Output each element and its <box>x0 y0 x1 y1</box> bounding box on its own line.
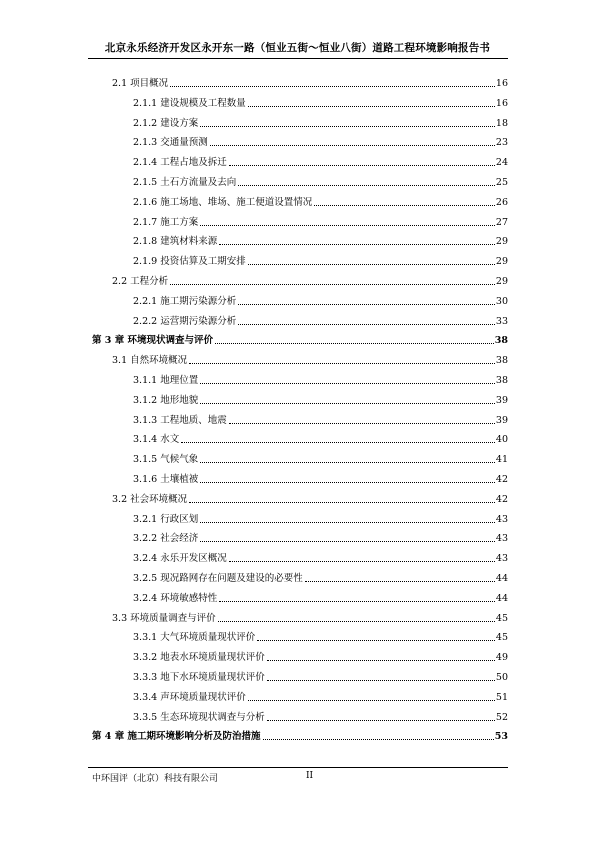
toc-entry-page: 42 <box>495 493 508 505</box>
toc-entry-label: 3.2 社会环境概况 <box>112 493 188 505</box>
toc-entry-page: 29 <box>495 276 508 287</box>
toc-entry-page: 16 <box>495 78 508 89</box>
toc-entry-label: 3.1.1 地理位置 <box>133 375 199 386</box>
toc-entry-page: 24 <box>495 157 508 169</box>
toc-entry[interactable] <box>133 373 508 387</box>
toc-entry-page: 45 <box>495 632 508 644</box>
toc-entry-page: 18 <box>495 117 508 129</box>
toc-leader-dots <box>267 720 495 721</box>
toc-entry-label: 3.3.4 声环境质量现状评价 <box>133 691 246 703</box>
toc-entry[interactable] <box>133 512 508 526</box>
toc-entry-label: 2.1 项目概况 <box>112 78 169 89</box>
toc-entry-page: 43 <box>495 533 508 545</box>
toc-leader-dots <box>200 522 495 523</box>
toc-leader-dots <box>200 482 495 483</box>
toc-entry-page: 25 <box>495 177 508 188</box>
toc-entry-page: 16 <box>495 97 508 109</box>
toc-leader-dots <box>200 462 495 463</box>
toc-entry-label: 3.1.2 地形地貌 <box>133 394 199 406</box>
toc-entry[interactable] <box>133 551 508 565</box>
toc-entry[interactable] <box>133 452 508 466</box>
toc-entry-page: 52 <box>495 711 508 723</box>
document-title: 北京永乐经济开发区永开东一路（恒业五街～恒业八街）道路工程环境影响报告书 <box>104 42 491 54</box>
toc-entry[interactable] <box>133 135 508 149</box>
toc-entry[interactable] <box>92 333 508 347</box>
toc-entry-page: 27 <box>495 216 508 228</box>
toc-leader-dots <box>248 264 495 265</box>
toc-entry-label: 2.1.2 建设方案 <box>133 117 199 129</box>
toc-entry[interactable] <box>133 234 508 248</box>
toc-entry-page: 43 <box>495 513 508 525</box>
toc-entry-label: 第 4 章 施工期环境影响分析及防治措施 <box>92 731 261 743</box>
toc-leader-dots <box>218 621 495 622</box>
toc-leader-dots <box>189 502 495 503</box>
toc-entry-label: 2.2 工程分析 <box>112 276 169 287</box>
toc-entry-label: 3.2.1 行政区划 <box>133 513 199 525</box>
toc-entry-label: 2.1.1 建设规模及工程数量 <box>133 97 246 109</box>
toc-leader-dots <box>229 423 495 424</box>
toc-entry[interactable] <box>133 314 508 328</box>
footer-page-number: II <box>306 771 314 781</box>
toc-entry[interactable] <box>112 353 508 367</box>
toc-entry[interactable] <box>133 116 508 130</box>
toc-entry[interactable] <box>133 215 508 229</box>
toc-entry-label: 3.1.5 气候气象 <box>133 454 199 466</box>
toc-entry-page: 49 <box>495 652 508 664</box>
toc-entry-page: 29 <box>495 236 508 248</box>
toc-leader-dots <box>215 343 494 344</box>
toc-entry-label: 3.1.4 水文 <box>133 434 180 446</box>
toc-entry-label: 3.3.5 生态环境现状调查与分析 <box>133 711 265 723</box>
toc-leader-dots <box>200 541 495 542</box>
toc-entry-page: 38 <box>495 355 508 367</box>
toc-entry-page: 38 <box>494 335 508 347</box>
toc-entry-label: 2.1.7 施工方案 <box>133 216 199 228</box>
toc-leader-dots <box>189 363 495 364</box>
toc-entry[interactable] <box>133 294 508 308</box>
toc-entry-page: 30 <box>495 295 508 307</box>
toc-leader-dots <box>170 284 495 285</box>
toc-entry-label: 2.1.6 施工场地、堆场、施工便道设置情况 <box>133 196 313 208</box>
toc-entry-label: 3.2.2 社会经济 <box>133 533 199 545</box>
toc-entry-page: 39 <box>495 394 508 406</box>
toc-entry-page: 50 <box>495 672 508 683</box>
toc-entry[interactable] <box>133 254 508 268</box>
toc-entry-page: 40 <box>495 434 508 446</box>
toc-entry[interactable] <box>133 393 508 407</box>
toc-leader-dots <box>219 244 495 245</box>
toc-leader-dots <box>181 442 495 443</box>
toc-leader-dots <box>248 700 495 701</box>
toc-leader-dots <box>248 106 495 107</box>
footer-rule <box>88 767 508 768</box>
toc-entry[interactable] <box>133 571 508 585</box>
toc-entry-label: 2.1.5 土石方流量及去向 <box>133 177 237 188</box>
toc-leader-dots <box>229 165 495 166</box>
toc-entry-page: 44 <box>495 573 508 584</box>
toc-entry[interactable] <box>133 591 508 605</box>
toc-entry-label: 3.1 自然环境概况 <box>112 355 188 367</box>
toc-entry-page: 51 <box>495 691 508 703</box>
toc-entry[interactable] <box>133 630 508 644</box>
toc-leader-dots <box>238 185 495 186</box>
toc-entry-label: 3.2.4 永乐开发区概况 <box>133 553 227 565</box>
toc-entry-label: 3.2.5 现况路网存在问题及建设的必要性 <box>133 573 303 584</box>
toc-entry-label: 2.2.1 施工期污染源分析 <box>133 295 237 307</box>
toc-entry[interactable] <box>133 432 508 446</box>
toc-leader-dots <box>263 739 494 740</box>
toc-entry[interactable] <box>112 611 508 625</box>
toc-entry-page: 29 <box>495 256 508 268</box>
toc-entry-label: 2.1.9 投资估算及工期安排 <box>133 256 246 268</box>
toc-leader-dots <box>314 205 495 206</box>
toc-entry-label: 3.3.2 地表水环境质量现状评价 <box>133 652 265 664</box>
toc-entry-page: 42 <box>495 474 508 485</box>
toc-entry-page: 33 <box>495 315 508 327</box>
toc-leader-dots <box>238 324 495 325</box>
toc-entry[interactable] <box>92 729 508 743</box>
toc-entry[interactable] <box>112 274 508 288</box>
toc-entry-page: 44 <box>495 592 508 604</box>
toc-entry[interactable] <box>133 195 508 209</box>
toc-entry[interactable] <box>133 531 508 545</box>
toc-entry[interactable] <box>112 492 508 506</box>
toc-leader-dots <box>200 126 495 127</box>
toc-leader-dots <box>170 86 495 87</box>
toc-entry-label: 3.1.3 工程地质、地震 <box>133 414 227 426</box>
toc-entry-label: 3.3.1 大气环境质量现状评价 <box>133 632 256 644</box>
toc-entry-label: 2.1.3 交通量预测 <box>133 137 208 149</box>
toc-entry[interactable] <box>133 472 508 486</box>
toc-entry-label: 3.3.3 地下水环境质量现状评价 <box>133 672 265 683</box>
toc-entry-label: 2.1.8 建筑材料来源 <box>133 236 218 248</box>
toc-entry-label: 3.1.6 土壤植被 <box>133 474 199 485</box>
toc-entry[interactable] <box>112 76 508 90</box>
toc-entry-page: 43 <box>495 553 508 565</box>
toc-entry-page: 23 <box>495 137 508 149</box>
toc-leader-dots <box>200 403 495 404</box>
toc-leader-dots <box>210 145 495 146</box>
toc-entry-label: 第 3 章 环境现状调查与评价 <box>92 335 214 347</box>
toc-leader-dots <box>238 304 495 305</box>
toc-entry[interactable] <box>133 155 508 169</box>
toc-entry-page: 26 <box>495 196 508 208</box>
toc-leader-dots <box>200 225 495 226</box>
toc-entry-page: 38 <box>495 375 508 386</box>
toc-leader-dots <box>257 640 495 641</box>
toc-entry[interactable] <box>133 650 508 664</box>
header-rule <box>88 58 508 59</box>
footer-company: 中环国评（北京）科技有限公司 <box>92 774 219 784</box>
toc-leader-dots <box>219 601 495 602</box>
toc-entry-page: 53 <box>494 731 508 743</box>
toc-leader-dots <box>305 581 495 582</box>
toc-entry[interactable] <box>133 670 508 684</box>
toc-entry[interactable] <box>133 690 508 704</box>
toc-entry[interactable] <box>133 175 508 189</box>
toc-entry-page: 45 <box>495 612 508 624</box>
toc-entry[interactable] <box>133 413 508 427</box>
toc-entry[interactable] <box>133 96 508 110</box>
toc-entry-page: 41 <box>495 454 508 466</box>
toc-entry-page: 39 <box>495 414 508 426</box>
toc-leader-dots <box>200 383 495 384</box>
toc-entry[interactable] <box>133 710 508 724</box>
toc-leader-dots <box>229 561 495 562</box>
toc-leader-dots <box>267 660 495 661</box>
toc-entry-label: 3.2.4 环境敏感特性 <box>133 592 218 604</box>
toc-leader-dots <box>267 680 495 681</box>
toc-entry-label: 2.2.2 运营期污染源分析 <box>133 315 237 327</box>
toc-entry-label: 2.1.4 工程占地及拆迁 <box>133 157 227 169</box>
toc-entry-label: 3.3 环境质量调查与评价 <box>112 612 216 624</box>
